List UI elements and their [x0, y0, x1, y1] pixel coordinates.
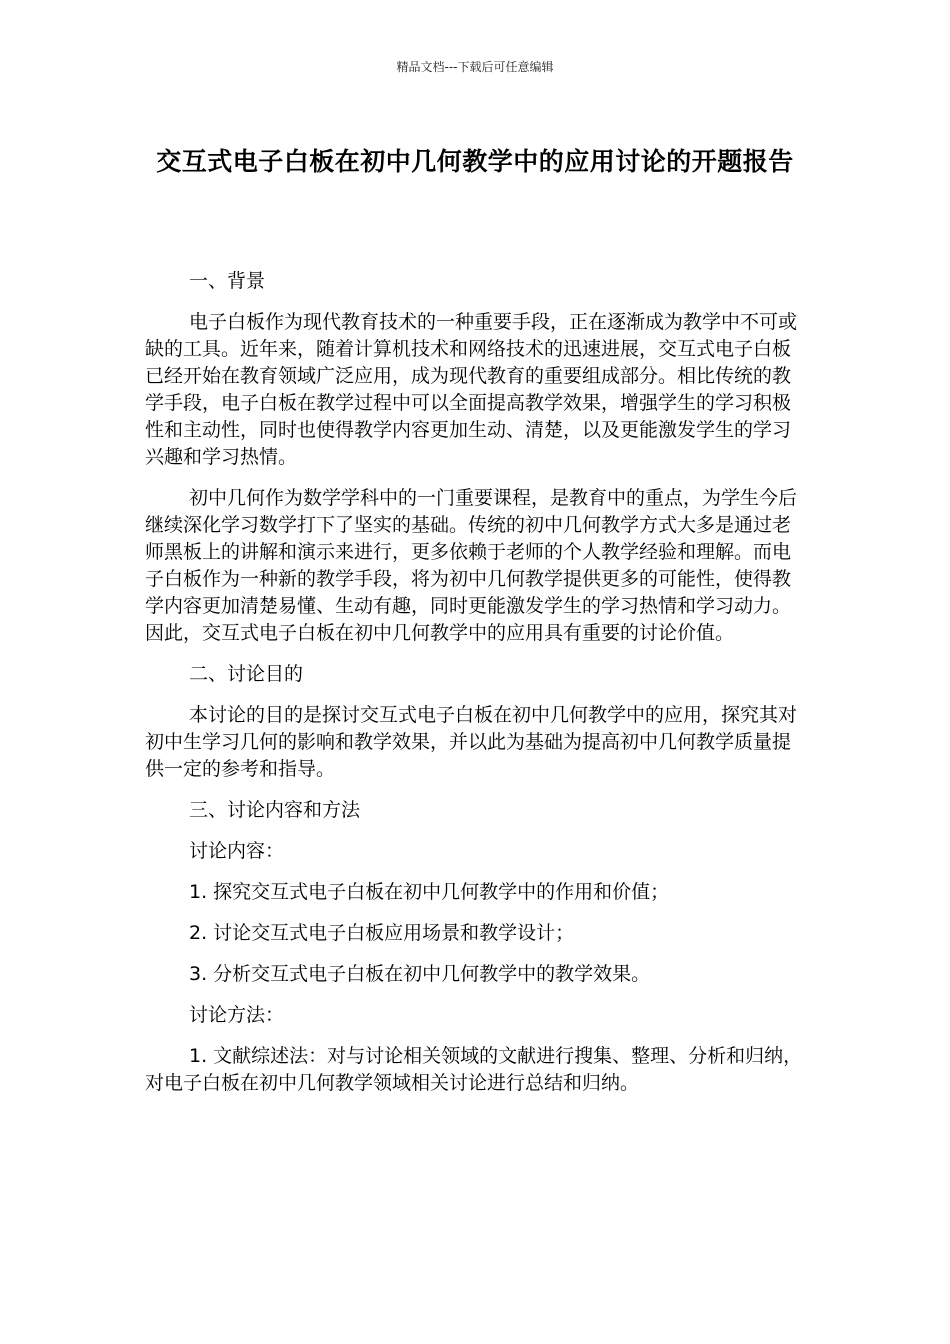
- document-body: [145, 268, 805, 1111]
- method-label: 讨论方法：: [189, 1004, 285, 1026]
- section-heading-methods: 三、讨论内容和方法: [189, 799, 361, 821]
- header-note: 精品文档---下载后可任意编辑: [396, 60, 554, 74]
- content-item-3: 3. 分析交互式电子白板在初中几何教学中的教学效果。: [189, 963, 651, 985]
- document-title: 交互式电子白板在初中几何教学中的应用讨论的开题报告: [156, 147, 794, 176]
- section-heading-background: 一、背景: [189, 270, 266, 292]
- purpose-paragraph-1: 本讨论的目的是探讨交互式电子白板在初中几何教学中的应用，探究其对初中生学习几何的影响和教学效果，并以此为基础为提高初中几何教学质量提供一定的参考和指导。: [145, 704, 798, 780]
- method-item-1: 1. 文献综述法：对与讨论相关领域的文献进行搜集、整理、分析和归纳，对电子白板在初中几何教学领域相关讨论进行总结和归纳。: [145, 1045, 803, 1094]
- background-paragraph-2: 初中几何作为数学学科中的一门重要课程，是教育中的重点，为学生今后继续深化学习数学打下了坚实的基础。传统的初中几何教学方式大多是通过老师黑板上的讲解和演示来进行，更多依赖于老师的个人教学经验和理解。而电子白板作为一种新的教学手段，将为初中几何教学提供更多的可能性，使得教学内容更加清楚易懂、生动有趣，同时更能激发学生的学习热情和学习动力。因此，交互式电子白板在初中几何教学中的应用具有重要的讨论价值。: [145, 487, 798, 644]
- content-item-1: 1. 探究交互式电子白板在初中几何教学中的作用和价值；: [189, 881, 670, 903]
- background-paragraph-1: 电子白板作为现代教育技术的一种重要手段，正在逐渐成为教学中不可或缺的工具。近年来，随着计算机技术和网络技术的迅速进展，交互式电子白板已经开始在教育领域广泛应用，成为现代教育的重要组成部分。相比传统的教学手段，电子白板在教学过程中可以全面提高教学效果，增强学生的学习积极性和主动性，同时也使得教学内容更加生动、清楚，以及更能激发学生的学习兴趣和学习热情。: [145, 311, 798, 468]
- section-heading-purpose: 二、讨论目的: [189, 663, 304, 685]
- content-item-2: 2. 讨论交互式电子白板应用场景和教学设计；: [189, 922, 575, 944]
- content-label: 讨论内容：: [189, 840, 285, 862]
